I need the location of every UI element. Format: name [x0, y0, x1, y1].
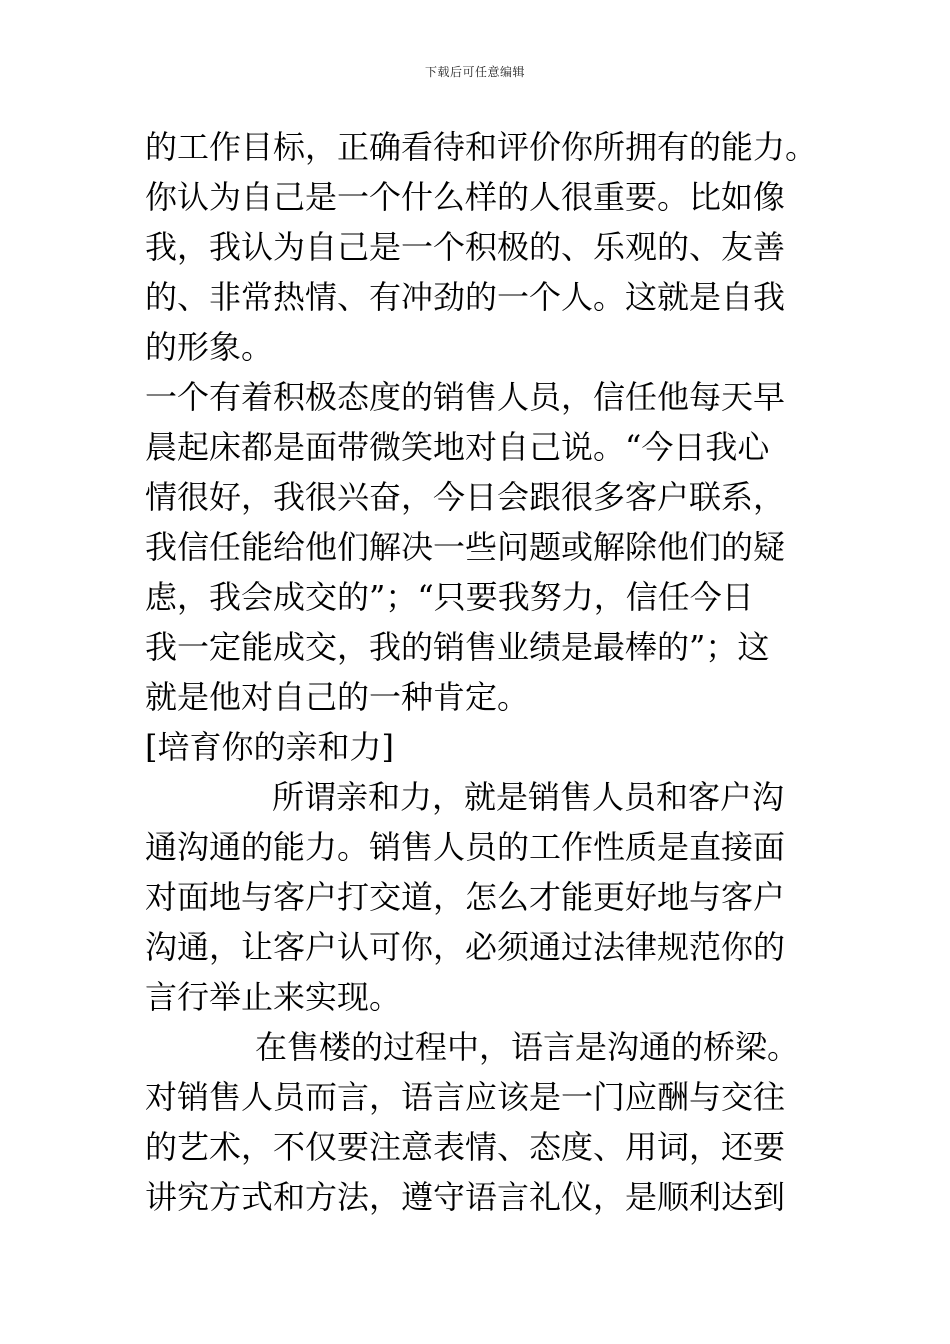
text-line: 对面地与客户打交道，怎么才能更好地与客户 — [145, 878, 786, 916]
text-line: 就是他对自己的一种肯定。 — [145, 678, 530, 716]
text-line: 的工作目标，正确看待和评价你所拥有的能力。 — [145, 128, 818, 166]
section-heading: [培育你的亲和力] — [145, 728, 394, 766]
text-line: 一个有着积极态度的销售人员，信任他每天早 — [145, 378, 786, 416]
text-line: 讲究方式和方法，遵守语言礼仪，是顺利达到 — [145, 1178, 786, 1216]
text-line: 的艺术，不仅要注意表情、态度、用词，还要 — [145, 1128, 786, 1166]
text-line: 通沟通的能力。销售人员的工作性质是直接面 — [145, 828, 786, 866]
text-line: 的、非常热情、有冲劲的一个人。这就是自我 — [145, 278, 786, 316]
text-line: 情很好，我很兴奋，今日会跟很多客户联系， — [145, 478, 786, 516]
text-line: 的形象。 — [145, 328, 274, 366]
text-line: 言行举止来实现。 — [145, 978, 402, 1016]
text-line: 所谓亲和力，就是销售人员和客户沟 — [272, 778, 785, 816]
text-line: 我，我认为自己是一个积极的、乐观的、友善 — [145, 228, 786, 266]
text-line: 虑，我会成交的”；“只要我努力，信任今日 — [145, 578, 754, 616]
text-line: 你认为自己是一个什么样的人很重要。比如像 — [145, 178, 786, 216]
document-body — [145, 122, 825, 1222]
text-line: 我信任能给他们解决一些问题或解除他们的疑 — [145, 528, 786, 566]
text-line: 在售楼的过程中，语言是沟通的桥梁。 — [255, 1028, 800, 1066]
text-line: 我一定能成交，我的销售业绩是最棒的”；这 — [145, 628, 770, 666]
text-line: 沟通，让客户认可你，必须通过法律规范你的 — [145, 928, 786, 966]
text-line: 晨起床都是面带微笑地对自己说。“今日我心 — [145, 428, 770, 466]
page-header: 下载后可任意编辑 — [424, 65, 525, 79]
text-line: 对销售人员而言，语言应该是一门应酬与交往 — [145, 1078, 786, 1116]
